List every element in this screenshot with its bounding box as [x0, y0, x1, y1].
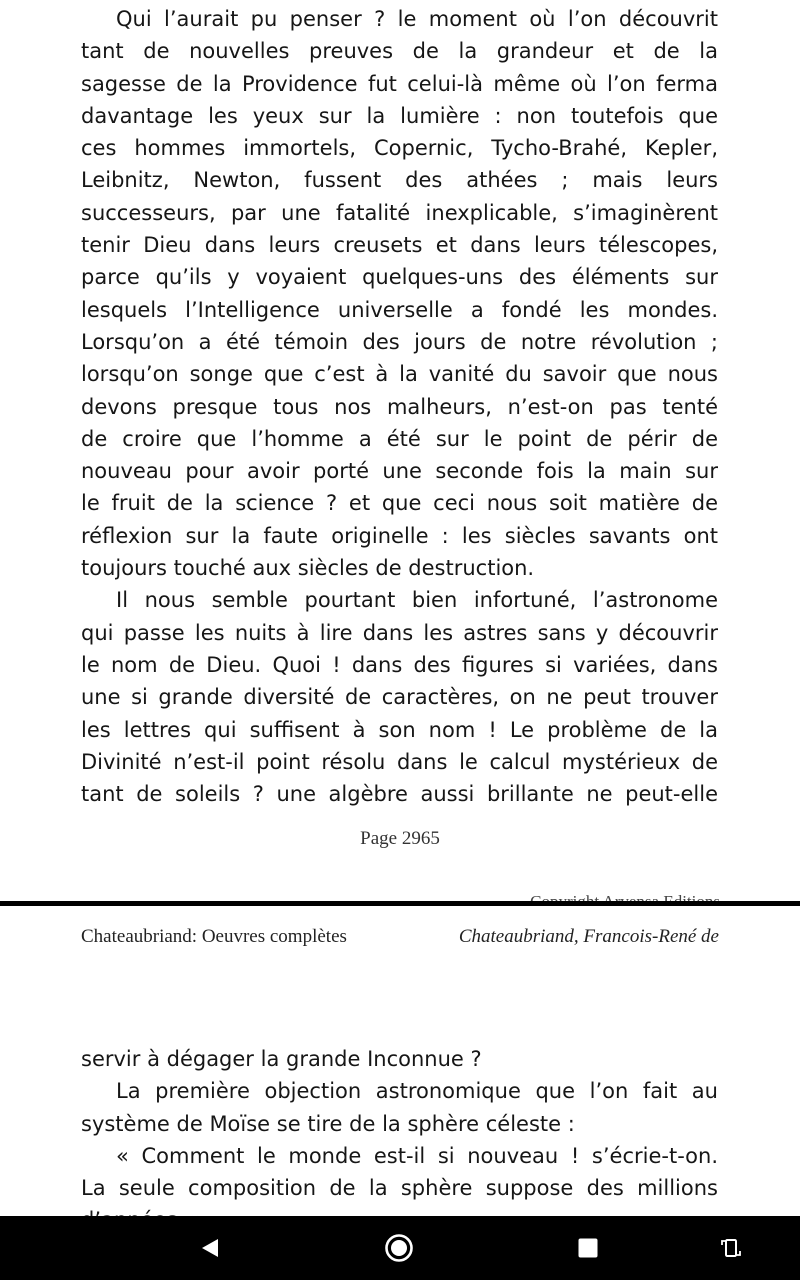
text-line: toujours touché aux siècles de destruction. — [81, 556, 535, 581]
text-line: de croire que l’homme a été sur le point de périr de — [81, 426, 718, 451]
running-head-author: Chateaubriand, Francois-René de — [458, 926, 719, 947]
text-line: tant de nouvelles preuves de la grandeur et de la — [81, 39, 718, 64]
text-line: nouveau pour avoir porté une seconde fois la main sur — [81, 459, 718, 484]
text-line: devons presque tous nos malheurs, n’est-on pas tenté — [81, 394, 718, 419]
text-line: tenir Dieu dans leurs creusets et dans leurs télescopes, — [81, 233, 718, 258]
text-line: réflexion sur la faute originelle : les siècles savants ont — [81, 523, 718, 548]
text-line: Divinité n’est-il point résolu dans le calcul mystérieux de — [81, 749, 718, 774]
text-line: successeurs, par une fatalité inexplicable, s’imaginèrent — [81, 200, 718, 225]
system-navigation-bar — [0, 1216, 800, 1280]
text-line: davantage les yeux sur la lumière : non toutefois que — [81, 103, 718, 128]
body-text-upper — [81, 3, 718, 810]
text-line: qui passe les nuits à lire dans les astres sans y découvrir — [81, 620, 718, 645]
text-line: lesquels l’Intelligence universelle a fondé les mondes. — [81, 297, 718, 322]
back-button[interactable] — [178, 1216, 242, 1280]
rotate-icon — [719, 1236, 743, 1260]
text-line: servir à dégager la grande Inconnue ? — [81, 1047, 482, 1071]
text-line: « Comment le monde est-il si nouveau ! s’écrie-t-on. — [116, 1143, 718, 1168]
text-line: sagesse de la Providence fut celui-là même où l’on ferma — [81, 71, 718, 96]
page-number: Page 2965 — [360, 828, 440, 849]
back-icon — [198, 1236, 222, 1260]
text-line: La seule composition de la sphère suppose des millions — [81, 1176, 718, 1201]
running-head-title: Chateaubriand: Oeuvres complètes — [81, 926, 347, 947]
text-line: Leibnitz, Newton, fussent des athées ; mais leurs — [81, 168, 718, 193]
text-line: les lettres qui suffisent à son nom ! Le problème de la — [81, 717, 718, 742]
text-line: Il nous semble pourtant bien infortuné, l’astronome — [116, 588, 718, 613]
recents-icon — [577, 1237, 599, 1259]
home-icon — [384, 1233, 414, 1263]
recents-button[interactable] — [556, 1216, 620, 1280]
home-button[interactable] — [367, 1216, 431, 1280]
text-line: tant de soleils ? une algèbre aussi brillante ne peut-elle — [81, 782, 718, 807]
text-line: le nom de Dieu. Quoi ! dans des figures si variées, dans — [81, 652, 718, 677]
text-line: parce qu’ils y voyaient quelques-uns des éléments sur — [81, 265, 718, 290]
text-line: lorsqu’on songe que c’est à la vanité du savoir que nous — [81, 362, 718, 387]
body-text-lower — [81, 1043, 718, 1237]
text-line: une si grande diversité de caractères, on ne peut trouver — [81, 685, 718, 710]
text-line: Lorsqu’on a été témoin des jours de notre révolution ; — [81, 329, 718, 354]
text-line: Qui l’aurait pu penser ? le moment où l’on découvrit — [116, 7, 718, 31]
text-line: le fruit de la science ? et que ceci nous soit matière de — [81, 491, 718, 516]
book-page-lower — [0, 906, 800, 1216]
rotate-button[interactable] — [699, 1216, 763, 1280]
text-line: ces hommes immortels, Copernic, Tycho-Brahé, Kepler, — [81, 136, 718, 161]
text-line: La première objection astronomique que l’on fait au — [116, 1079, 718, 1104]
text-line: système de Moïse se tire de la sphère céleste : — [81, 1111, 575, 1136]
